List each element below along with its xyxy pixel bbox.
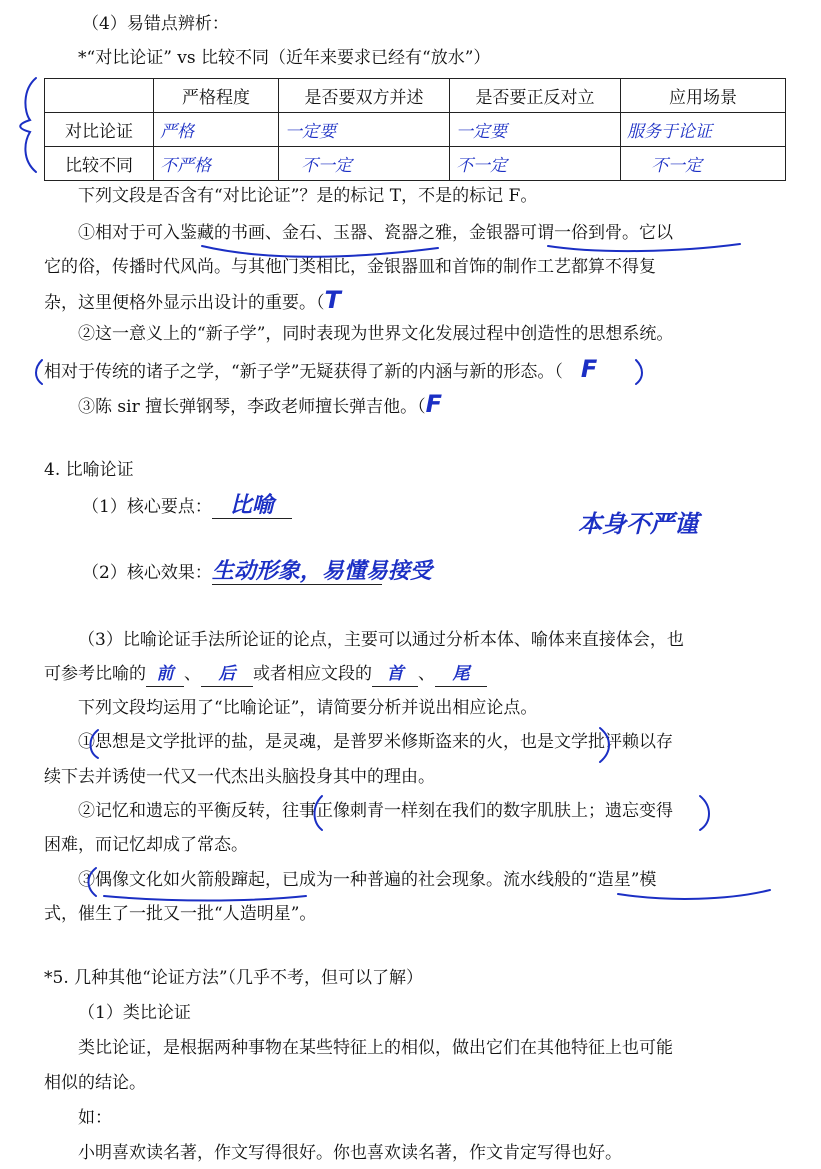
handwritten-cell: 不一定 — [621, 147, 786, 181]
handwritten-cell: 严格 — [154, 113, 279, 147]
table-header-cell: 应用场景 — [621, 79, 786, 113]
sec4-item3-line1: ③偶像文化如火箭般蹿起，已成为一种普遍的社会现象。流水线般的“造星”模 — [78, 870, 657, 890]
blank-back: 后 — [201, 662, 253, 687]
handwritten-cell: 一定要 — [279, 113, 450, 147]
p3-line2-a: 可参考比喻的 — [44, 664, 146, 684]
core-point-line — [82, 494, 292, 519]
q1-item3-line1 — [78, 392, 442, 419]
analogy-def-line1: 类比论证，是根据两种事物在某些特征上的相似，做出它们在其他特征上也可能 — [78, 1038, 673, 1058]
q1-item1-line3 — [44, 288, 341, 315]
handwritten-cell: 不严格 — [154, 147, 279, 181]
section4-heading: 4. 比喻论证 — [44, 460, 134, 480]
row-label: 比较不同 — [45, 147, 154, 181]
handwritten-cell: 一定要 — [450, 113, 621, 147]
section5-sub1: （1）类比论证 — [78, 1003, 191, 1023]
q1-item2-line1: ②这一意义上的“新子学”，同时表现为世界文化发展过程中创造性的思想系统。 — [78, 324, 674, 344]
q1-item1-answer: T — [324, 286, 341, 314]
handwritten-cell: 不一定 — [279, 147, 450, 181]
core-effect-answer: 生动形象，易懂易接受 — [211, 559, 432, 584]
p3-line2 — [44, 662, 487, 687]
blank-head: 首 — [372, 662, 418, 687]
p3-line1: （3）比喻论证手法所论证的论点，主要可以通过分析本体、喻体来直接体会，也 — [78, 630, 684, 650]
sec4-item1-line2: 续下去并诱使一代又一代杰出头脑投身其中的理由。 — [44, 767, 435, 787]
q1-item2-answer: F — [580, 355, 598, 383]
blank-tail: 尾 — [435, 662, 487, 687]
handwritten-cell: 不一定 — [450, 147, 621, 181]
bracket-mark — [36, 360, 42, 384]
core-point-label: （1）核心要点： — [82, 497, 212, 517]
q1-item1-line2: 它的俗，传播时代风尚。与其他门类相比，金银器皿和首饰的制作工艺都算不得复 — [44, 257, 656, 277]
table-header-cell: 严格程度 — [154, 79, 279, 113]
sec4-prompt: 下列文段均运用了“比喻论证”，请简要分析并说出相应论点。 — [78, 698, 538, 718]
q1-item3-text: ③陈 sir 擅长弹钢琴，李政老师擅长弹吉他。（ — [78, 397, 426, 417]
example-label: 如： — [78, 1108, 112, 1128]
underline-mark — [548, 244, 740, 251]
q1-item1-line1: ①相对于可入鉴藏的书画、金石、玉器、瓷器之雅，金银器可谓一俗到骨。它以 — [78, 223, 673, 243]
sec4-item2-line2: 困难，而记忆却成了常态。 — [44, 835, 248, 855]
bracket-mark — [636, 360, 642, 384]
p3-line2-b: 或者相应文段的 — [253, 664, 372, 684]
table-row — [45, 147, 786, 181]
q1-item2-text: 相对于传统的诸子之学，“新子学”无疑获得了新的内涵与新的形态。（ — [44, 362, 563, 382]
q1-prompt: 下列文段是否含有“对比论证”？是的标记 T，不是的标记 F。 — [78, 186, 538, 206]
table-header-cell: 是否要双方并述 — [279, 79, 450, 113]
comparison-table — [44, 78, 786, 181]
core-point-answer: 比喻 — [212, 494, 292, 519]
separator: 、 — [418, 664, 435, 684]
table-header-cell: 是否要正反对立 — [450, 79, 621, 113]
blank-front: 前 — [146, 662, 184, 687]
handwritten-cell: 服务于论证 — [621, 113, 786, 147]
row-label: 对比论证 — [45, 113, 154, 147]
q1-item1-text: 杂，这里便格外显示出设计的重要。（ — [44, 293, 325, 313]
sec4-item1-line1: ①思想是文学批评的盐，是灵魂，是普罗米修斯盗来的火，也是文学批评赖以存 — [78, 732, 673, 752]
core-effect-line — [82, 559, 432, 585]
sec4-item3-line2: 式，催生了一批又一批“人造明星”。 — [44, 904, 317, 924]
compare-title: *“对比论证” vs 比较不同（近年来要求已经有“放水”） — [78, 48, 491, 68]
underline-mark — [104, 896, 306, 901]
sec4-item2-line1: ②记忆和遗忘的平衡反转，往事正像刺青一样刻在我们的数字肌肤上；遗忘变得 — [78, 801, 673, 821]
separator: 、 — [184, 664, 201, 684]
q1-item3-answer: F — [425, 390, 443, 418]
q1-item2-line2 — [44, 357, 597, 384]
analogy-def-line2: 相似的结论。 — [44, 1073, 146, 1093]
example-text: 小明喜欢读名著，作文写得很好。你也喜欢读名著，作文肯定写得也好。 — [78, 1143, 622, 1163]
brace-mark — [20, 78, 36, 172]
table-row — [45, 113, 786, 147]
section-subtitle: （4）易错点辨析： — [82, 14, 229, 34]
table-header-cell — [45, 79, 154, 113]
core-effect-label: （2）核心效果： — [82, 563, 212, 583]
section5-heading: *5. 几种其他“论证方法”（几乎不考，但可以了解） — [44, 968, 424, 988]
bracket-mark — [700, 796, 709, 830]
table-header-row — [45, 79, 786, 113]
side-note: 本身不严谨 — [578, 510, 698, 538]
